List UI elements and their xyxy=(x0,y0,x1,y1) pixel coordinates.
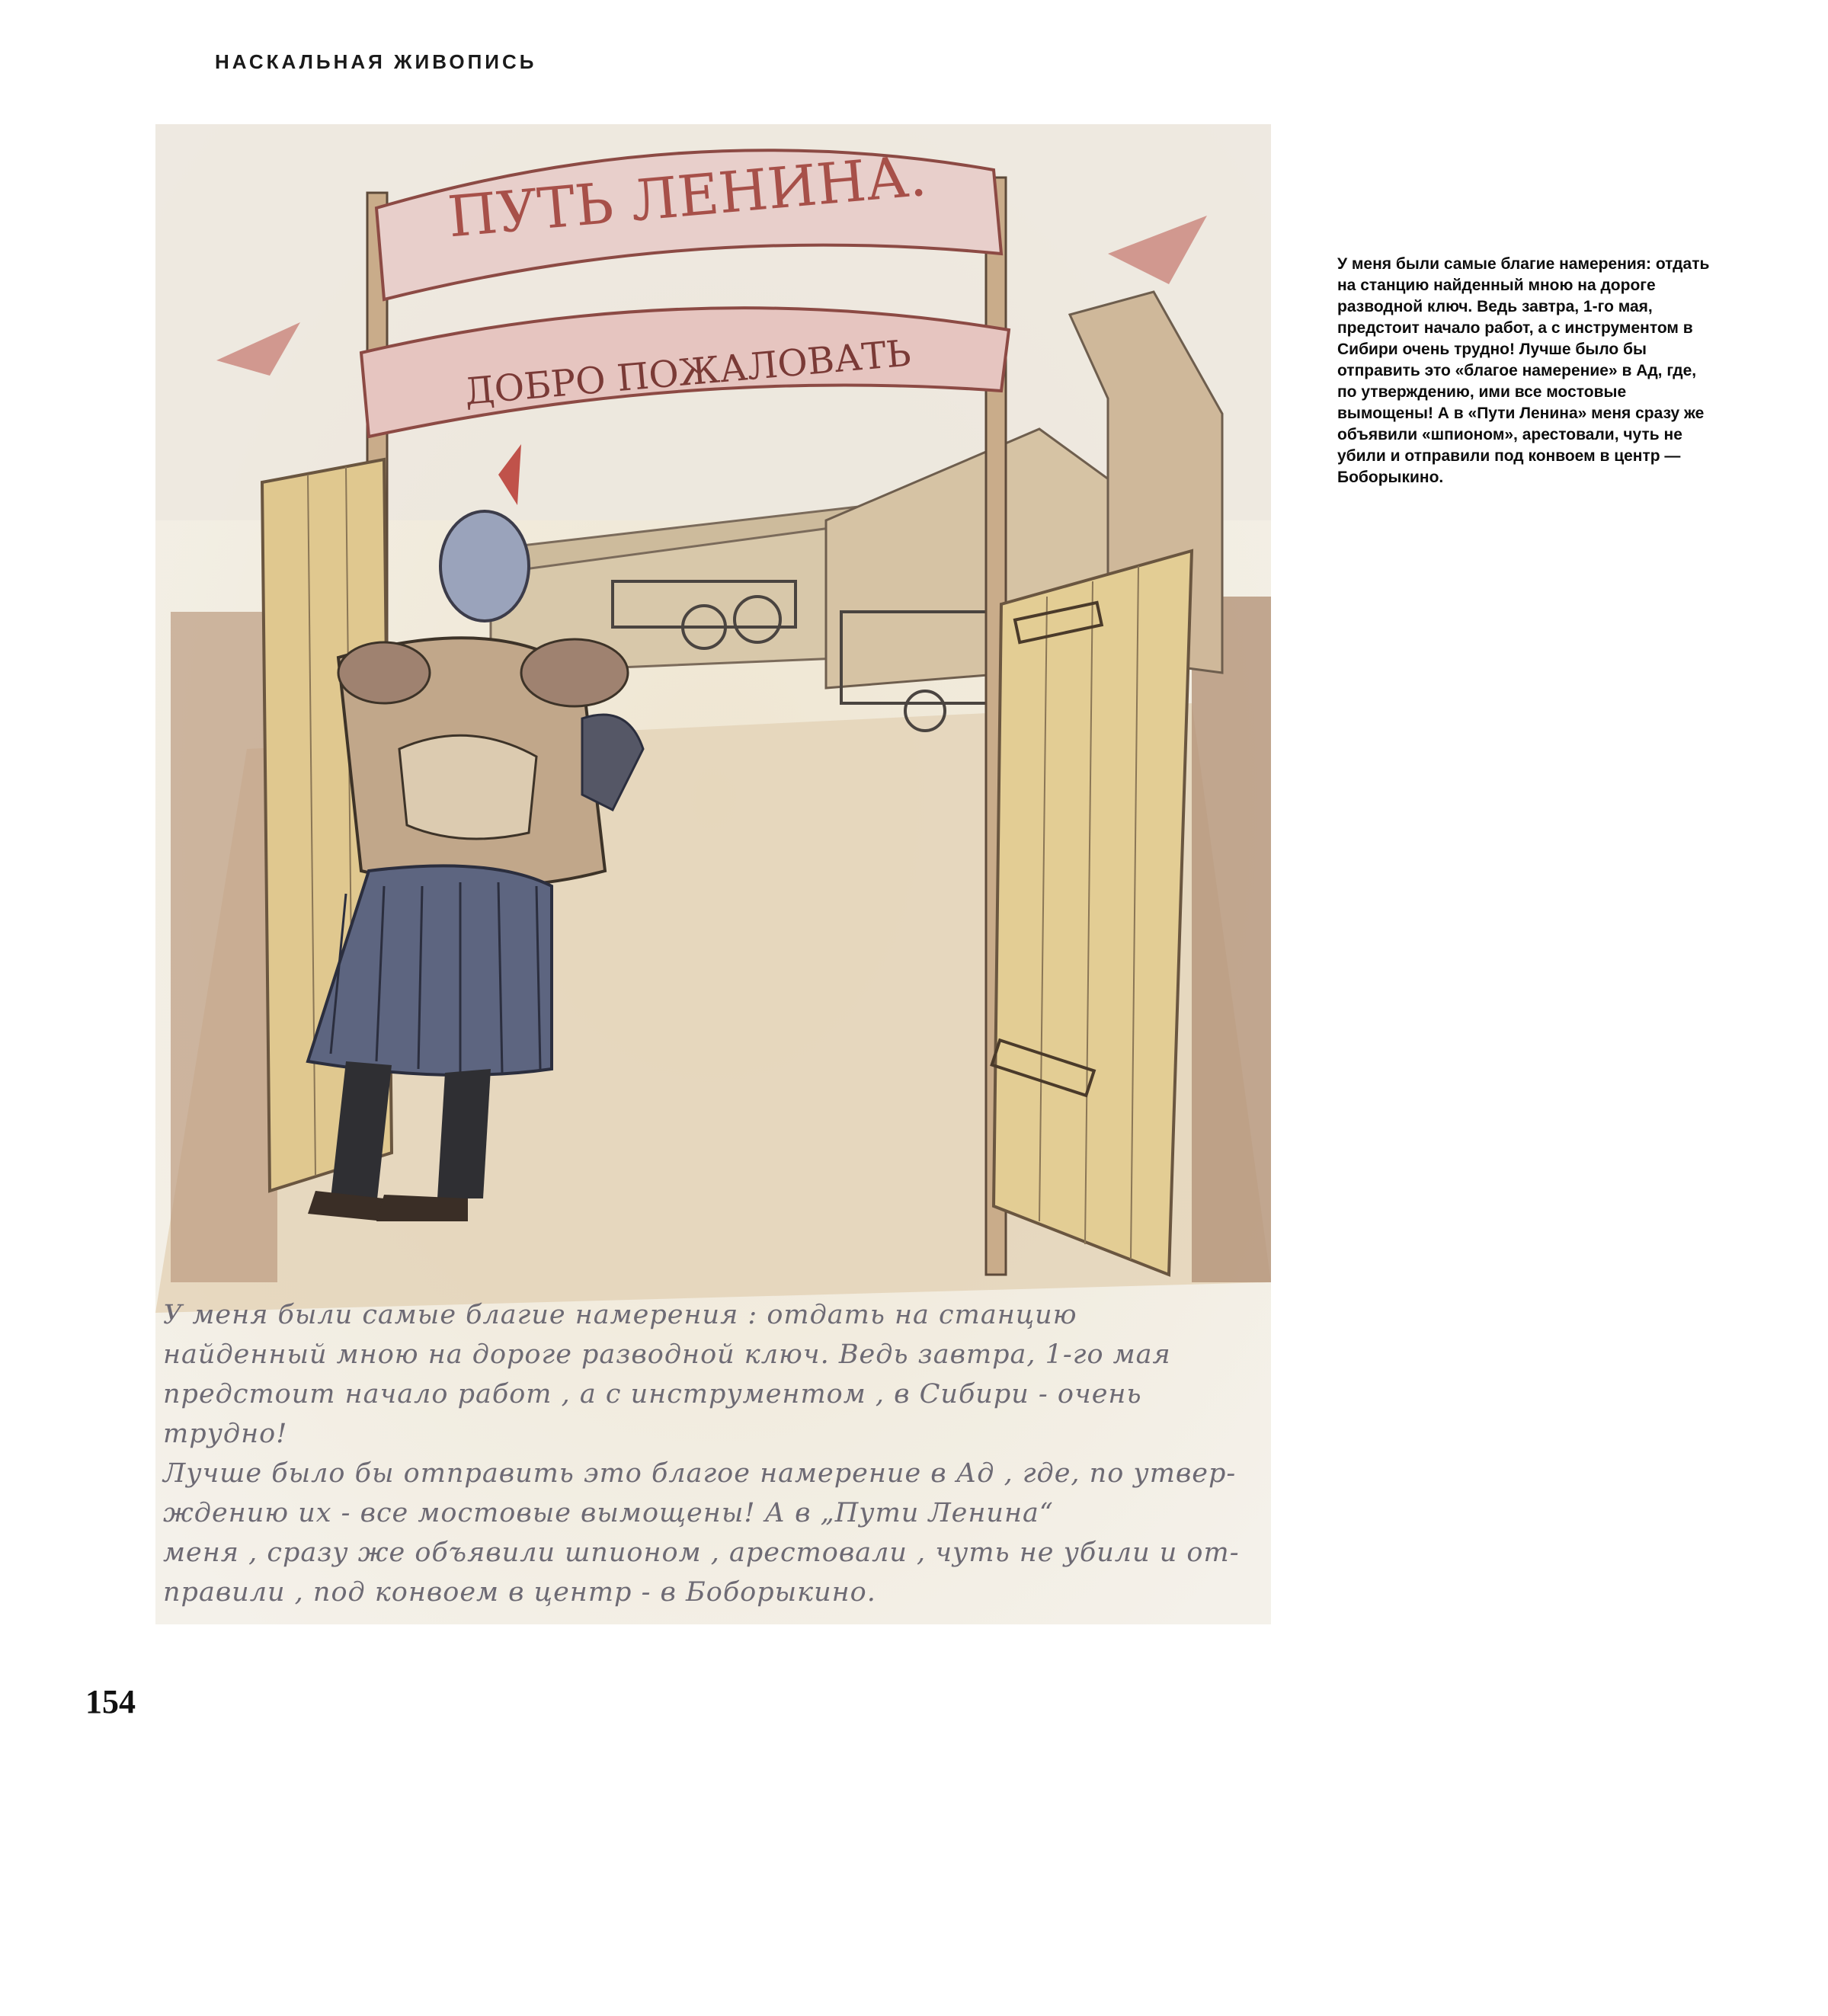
caption-text: У меня были самые благие намерения: отдать на станцию найденный мною на дороге разводной ключ. Ведь завтра, 1-го мая, предстоит начало работ, а с инструментом в Сибири очень трудно! Лучше было бы отправить это «благое намерение» в Ад, где, по утверждению, ими все мостовые вымощены! А в «Пути Ленина» меня сразу же объявили «шпионом», арестовали, чуть не убили и отправили под конвоем в центр — Боборыкино. xyxy=(1337,255,1710,486)
running-head: НАСКАЛЬНАЯ ЖИВОПИСЬ xyxy=(215,50,537,73)
page-number: 154 xyxy=(85,1683,136,1720)
banner-top-text: ПУТЬ ЛЕНИНА. xyxy=(445,142,930,251)
banner-bottom-text: ДОБРО ПОЖАЛОВАТЬ xyxy=(463,331,913,414)
handwritten-caption: У меня были самые благие намерения : отдать на станцию найденный мною на дороге разводной ключ. Ведь завтра, 1-го мая предстоит начало работ , а с инструментом , в Сибири - очень трудно! Лучше было бы отправить это благое намерение в Ад , где, по утвер- ждению их - все мостовые вымощены! А в „Пути Ленина“ меня , сразу же объявили шпионом , арестовали , чуть не убили и от- правили , под конвоем в центр - в Боборыкино. xyxy=(163,1300,1240,1608)
